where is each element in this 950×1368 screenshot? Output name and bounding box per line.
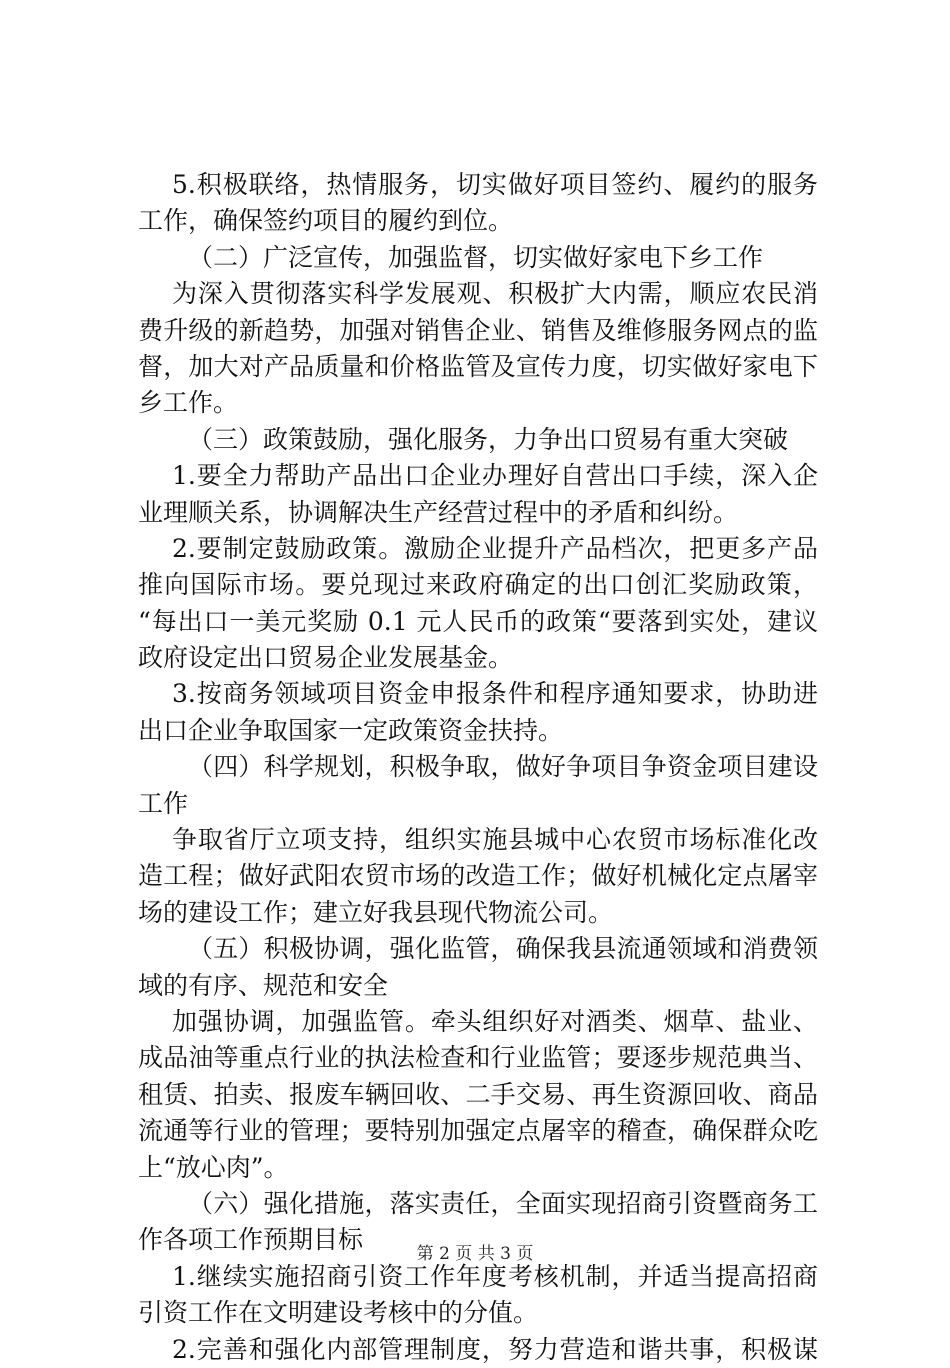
text-line: 1.继续实施招商引资工作年度考核机制，并适当提高招商 (172, 1261, 818, 1291)
text-line: 场的建设工作；建立好我县现代物流公司。 (138, 897, 614, 927)
text-line: （六）强化措施，落实责任，全面实现招商引资暨商务工 (188, 1188, 818, 1218)
text-line: 域的有序、规范和安全 (138, 970, 389, 1000)
text-line: （二）广泛宣传，加强监督，切实做好家电下乡工作 (188, 242, 764, 272)
text-line: 工作，确保签约项目的履约到位。 (138, 206, 514, 236)
text-line: 3.按商务领域项目资金申报条件和程序通知要求，协助进 (172, 679, 818, 709)
text-line: 2.完善和强化内部管理制度，努力营造和谐共事，积极谋 (172, 1334, 818, 1364)
text-line: 上“放心肉”。 (138, 1152, 289, 1182)
text-line: （三）政策鼓励，强化服务，力争出口贸易有重大突破 (188, 424, 789, 454)
text-line: 租赁、拍卖、报废车辆回收、二手交易、再生资源回收、商品 (138, 1079, 818, 1109)
text-line: 业理顺关系，协调解决生产经营过程中的矛盾和纠纷。 (138, 497, 739, 527)
text-line: “每出口一美元奖励 0.1 元人民币的政策“要落到实处，建议 (138, 606, 818, 636)
document-body (138, 167, 818, 1368)
text-line: 出口企业争取国家一定政策资金扶持。 (138, 715, 564, 745)
text-line: 推向国际市场。要兑现过来政府确定的出口创汇奖励政策， (138, 570, 818, 600)
text-line: 政府设定出口贸易企业发展基金。 (138, 643, 514, 673)
text-line: 争取省厅立项支持，组织实施县城中心农贸市场标准化改 (172, 825, 818, 855)
text-line: 加强协调，加强监管。牵头组织好对酒类、烟草、盐业、 (172, 1006, 818, 1036)
page-footer: 第 2 页 共 3 页 (416, 1244, 534, 1264)
text-line: 流通等行业的管理；要特别加强定点屠宰的稽查，确保群众吃 (138, 1116, 818, 1146)
text-line: （四）科学规划，积极争取，做好争项目争资金项目建设 (188, 752, 818, 782)
text-line: 5.积极联络，热情服务，切实做好项目签约、履约的服务 (172, 170, 818, 199)
text-line: 造工程；做好武阳农贸市场的改造工作；做好机械化定点屠宰 (138, 861, 818, 891)
text-line: 督，加大对产品质量和价格监管及宣传力度，切实做好家电下 (138, 351, 818, 381)
text-line: 成品油等重点行业的执法检查和行业监管；要逐步规范典当、 (138, 1043, 818, 1073)
text-line: 费升级的新趋势，加强对销售企业、销售及维修服务网点的监 (138, 315, 818, 345)
text-line: （五）积极协调，强化监管，确保我县流通领域和消费领 (188, 934, 818, 964)
text-line: 1.要全力帮助产品出口企业办理好自营出口手续，深入企 (172, 461, 818, 491)
text-line: 2.要制定鼓励政策。激励企业提升产品档次，把更多产品 (172, 533, 818, 563)
text-line: 引资工作在文明建设考核中的分值。 (138, 1298, 539, 1328)
text-line: 乡工作。 (138, 388, 239, 418)
text-line: 作各项工作预期目标 (138, 1225, 364, 1255)
text-line: 为深入贯彻落实科学发展观、积极扩大内需，顺应农民消 (172, 279, 818, 309)
text-line: 工作 (138, 788, 189, 818)
